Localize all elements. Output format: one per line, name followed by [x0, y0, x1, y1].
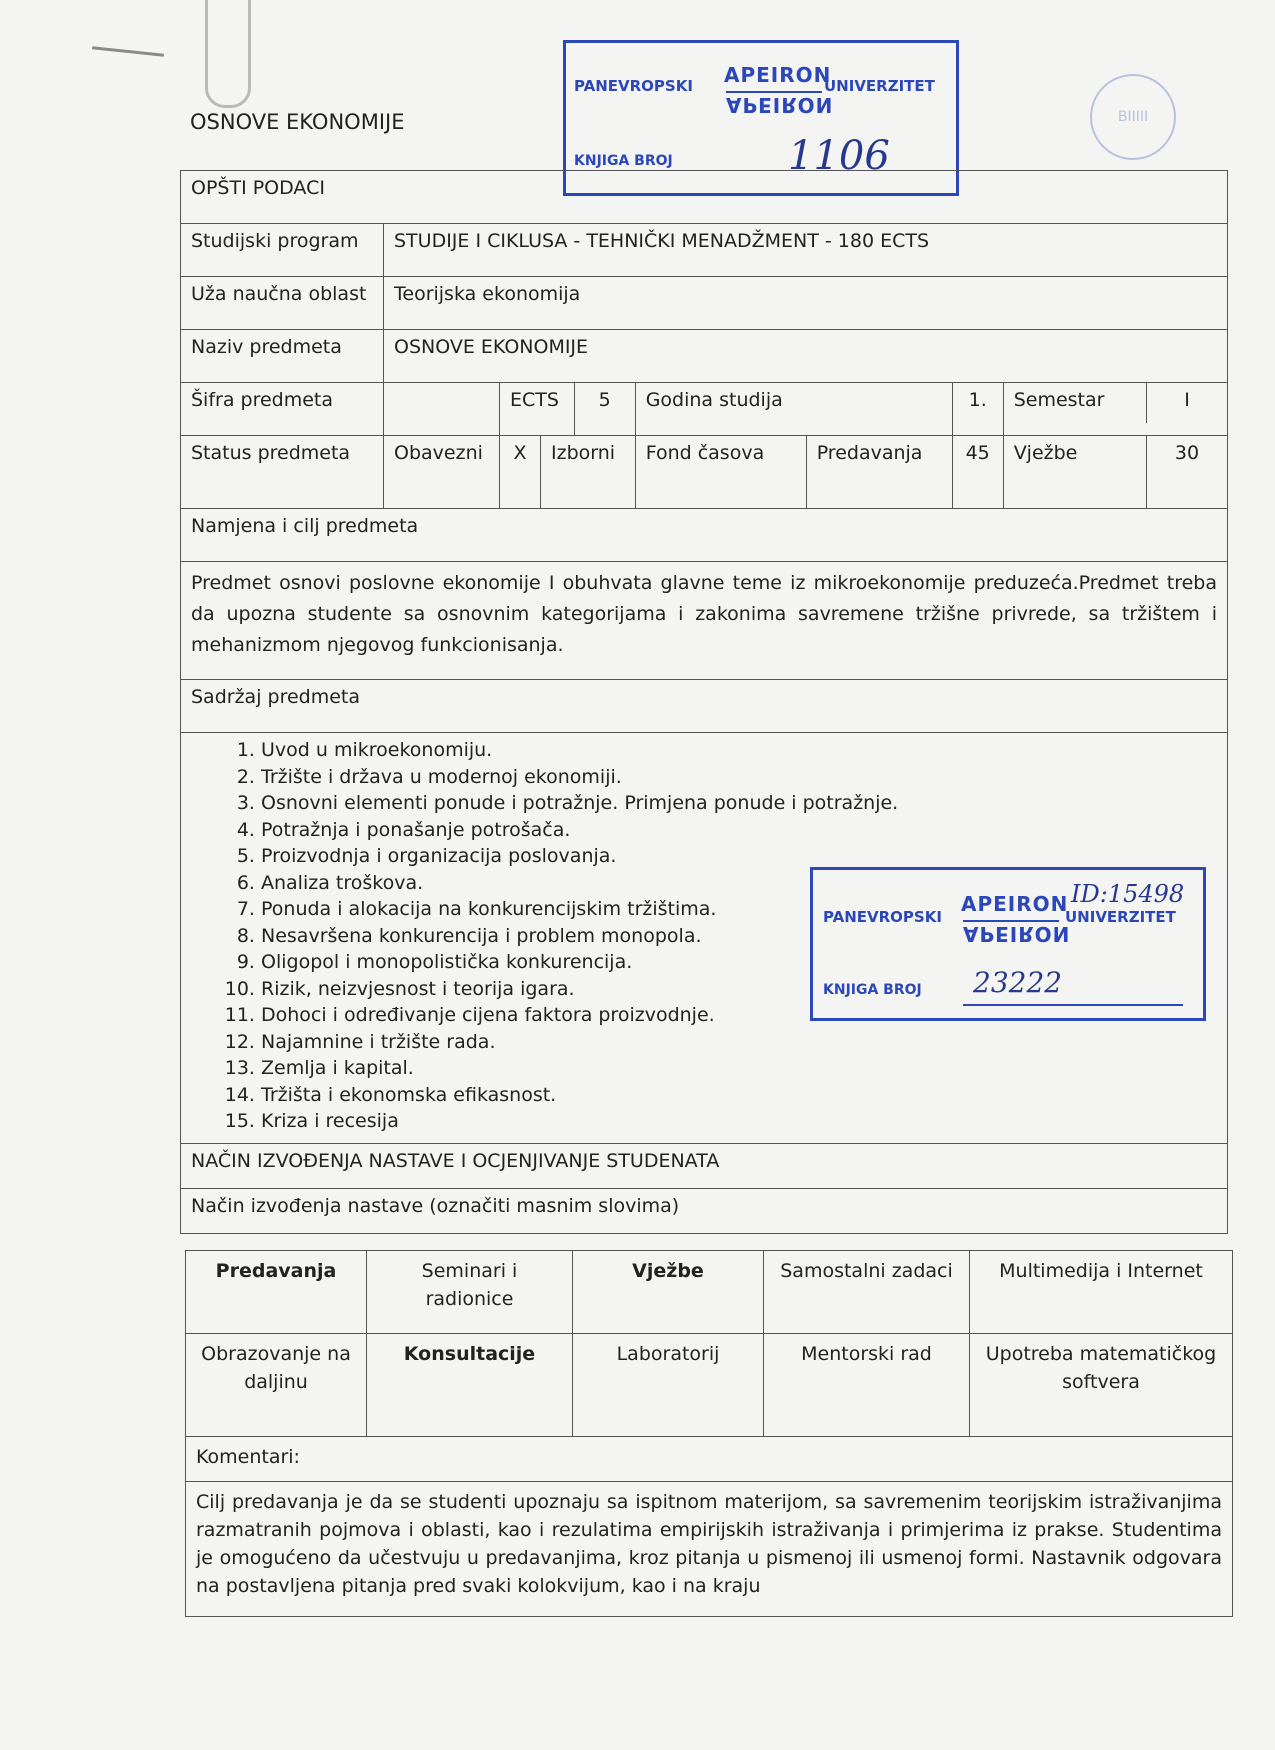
purpose-heading: Namjena i cilj predmeta — [181, 509, 1228, 562]
hours-label: Fond časova — [635, 436, 806, 509]
status-label: Status predmeta — [181, 436, 384, 509]
exercises-label: Vježbe — [1004, 436, 1147, 508]
lectures-value: 45 — [952, 436, 1003, 509]
library-stamp-middle — [810, 867, 1206, 1021]
method-mentoring: Mentorski rad — [764, 1334, 970, 1437]
general-info-table — [180, 170, 1228, 1234]
lectures-label: Predavanja — [806, 436, 952, 509]
code-label: Šifra predmeta — [181, 383, 384, 436]
paper-clip — [205, 0, 251, 108]
ects-value: 5 — [574, 383, 635, 436]
content-item: 8. Nesavršena konkurencija i problem monopola. — [261, 923, 1217, 950]
pen-mark — [92, 46, 164, 57]
method-laboratory: Laboratorij — [573, 1334, 764, 1437]
method-consultations: Konsultacije — [367, 1334, 573, 1437]
method-independent: Samostalni zadaci — [764, 1251, 970, 1334]
elective-label: Izborni — [541, 436, 636, 509]
stamp-brand: APEIRON — [961, 892, 1069, 916]
method-lectures: Predavanja — [186, 1251, 367, 1334]
content-heading: Sadržaj predmeta — [181, 680, 1228, 733]
content-item: 5. Proizvodnja i organizacija poslovanja. — [261, 843, 1217, 870]
ects-label: ECTS — [500, 383, 575, 436]
method-multimedia: Multimedija i Internet — [970, 1251, 1233, 1334]
method-distance: Obrazovanje na daljinu — [186, 1334, 367, 1437]
exercises-value: 30 — [1174, 442, 1200, 464]
mandatory-label: Obavezni — [384, 436, 500, 509]
content-item: 10. Rizik, neizvjesnost i teorija igara. — [261, 976, 1217, 1003]
stamp-book-label: KNJIGA BROJ — [823, 982, 922, 998]
stamp-book-label: KNJIGA BROJ — [574, 153, 673, 169]
stamp-book-number: 23222 — [973, 966, 1063, 999]
comments-label: Komentari: — [186, 1437, 1233, 1482]
year-value: 1. — [952, 383, 1003, 436]
document-title: OSNOVE EKONOMIJE — [190, 110, 405, 134]
program-value: STUDIJE I CIKLUSA - TEHNIČKI MENADŽMENT - 180 ECTS — [384, 224, 1228, 277]
content-item: 2. Tržište i država u modernoj ekonomiji. — [261, 764, 1217, 791]
code-value — [384, 383, 500, 436]
name-label: Naziv predmeta — [181, 330, 384, 383]
method-hint: (označiti masnim slovima) — [429, 1195, 680, 1217]
content-item: 14. Tržišta i ekonomska efikasnost. — [261, 1082, 1217, 1109]
year-label: Godina studija — [635, 383, 952, 436]
stamp-brand: APEIRON — [724, 63, 832, 87]
content-item: 11. Dohoci i određivanje cijena faktora proizvodnje. — [261, 1002, 1217, 1029]
content-item: 12. Najamnine i tržište rada. — [261, 1029, 1217, 1056]
method-exercises: Vježbe — [573, 1251, 764, 1334]
semester-cell — [1003, 383, 1227, 436]
method-seminars: Seminari i radionice — [367, 1251, 573, 1334]
field-label: Uža naučna oblast — [181, 277, 384, 330]
stamp-right-text: UNIVERZITET — [1065, 908, 1176, 926]
mandatory-mark: X — [500, 436, 541, 509]
content-item: 7. Ponuda i alokacija na konkurencijskim tržištima. — [261, 896, 1217, 923]
stamp-left-text: PANEVROPSKI — [574, 77, 693, 95]
field-value: Teorijska ekonomija — [384, 277, 1228, 330]
program-label: Studijski program — [181, 224, 384, 277]
content-item: 15. Kriza i recesija — [261, 1108, 1217, 1135]
name-value: OSNOVE EKONOMIJE — [384, 330, 1228, 383]
stamp-brand-mirror: APEIRON — [726, 93, 834, 117]
comments-text: Cilj predavanja je da se studenti upoznaju sa ispitnom materijom, sa savremenim teorijskim istraživanjima razmatranih pojmova i oblasti, kao i rezulatima empirijskih istraživanja i primjerima iz prakse. Studentima je omogućeno da učestvuju u predavanjima, kroz pitanja u pismenoj ili usmenoj formi. Nastavnik odgovara na postavljena pitanja pred svaki kolokvijum, kao i na kraju — [186, 1482, 1233, 1617]
stamp-book-number: 1106 — [788, 133, 890, 179]
content-item: 6. Analiza troškova. — [261, 870, 1217, 897]
semester-label: Semestar — [1004, 383, 1147, 423]
content-item: 13. Zemlja i kapital. — [261, 1055, 1217, 1082]
stamp-left-text: PANEVROPSKI — [823, 908, 942, 926]
method-label: Način izvođenja nastave — [191, 1195, 424, 1217]
stamp-brand-mirror: APEIRON — [963, 922, 1071, 946]
teaching-methods-table — [185, 1250, 1233, 1617]
method-row — [181, 1189, 1228, 1234]
content-item: 9. Oligopol i monopolistička konkurencija. — [261, 949, 1217, 976]
exercises-cell — [1003, 436, 1227, 509]
stamp-right-text: UNIVERZITET — [824, 77, 935, 95]
teaching-heading: NAČIN IZVOĐENJA NASTAVE I OCJENJIVANJE STUDENATA — [181, 1144, 1228, 1189]
section-general: OPŠTI PODACI — [181, 171, 1228, 224]
stamp-book-line — [963, 1004, 1183, 1006]
semester-value: I — [1184, 389, 1190, 411]
content-item: 4. Potražnja i ponašanje potrošača. — [261, 817, 1217, 844]
stamp-id-note: ID:15498 — [1071, 880, 1185, 908]
method-software: Upotreba matematičkog softvera — [970, 1334, 1233, 1437]
content-item: 1. Uvod u mikroekonomiju. — [261, 737, 1217, 764]
seal-stamp: BIIIII — [1090, 74, 1176, 160]
purpose-text: Predmet osnovi poslovne ekonomije I obuhvata glavne teme iz mikroekonomije preduzeća.Predmet treba da upozna studente sa osnovnim kategorijama i zakonima savremene tržišne privrede, sa tržištem i mehanizmom njegovog funkcionisanja. — [181, 562, 1228, 680]
content-item: 3. Osnovni elementi ponude i potražnje. Primjena ponude i potražnje. — [261, 790, 1217, 817]
